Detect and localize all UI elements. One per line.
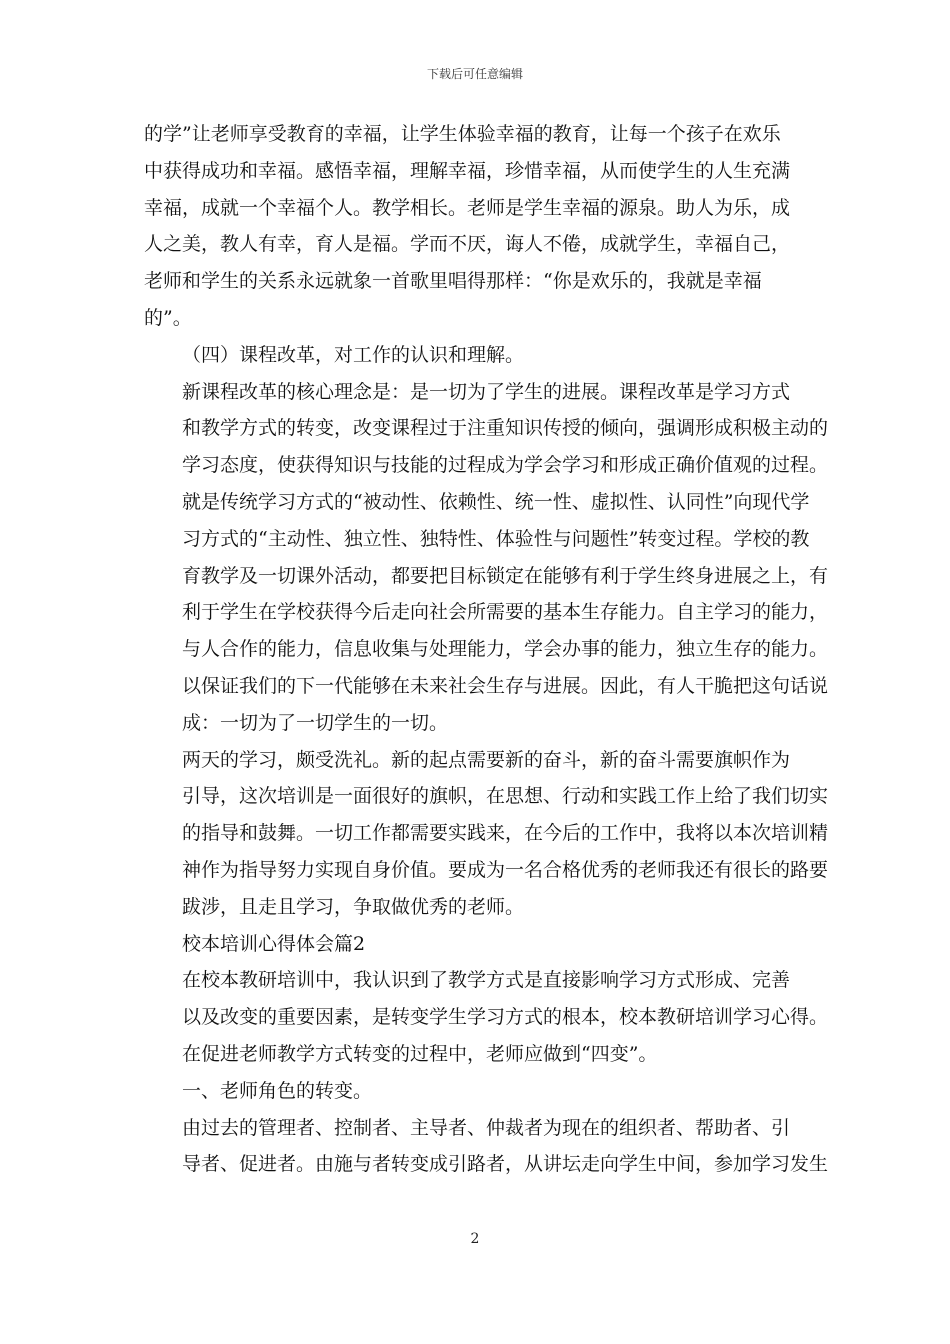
paragraph [144,337,809,374]
text-line: 老师和学生的关系永远就象一首歌里唱得那样：“你是欢乐的，我就是幸福 [144,270,762,293]
text-line: 的学”让老师享受教育的幸福，让学生体验幸福的教育，让每一个孩子在欢乐 [144,123,781,145]
page-header: 下载后可任意编辑 [426,67,523,81]
paragraph [144,926,809,963]
text-line: 成：一切为了一切学生的一切。 [182,711,449,734]
text-line: 习方式的“主动性、独立性、独特性、体验性与问题性”转变过程。学校的教 [182,527,810,550]
text-line: 以及改变的重要因素，是转变学生学习方式的根本，校本教研培训学习心得。 [182,1006,829,1029]
text-line: 在校本教研培训中，我认识到了教学方式是直接影响学习方式形成、完善 [182,969,791,992]
text-line: 以保证我们的下一代能够在未来社会生存与进展。因此，有人干脆把这句话说 [182,674,829,697]
text-line: 引导，这次培训是一面很好的旗帜，在思想、行动和实践工作上给了我们切实 [182,785,829,808]
text-line: （四）课程改革，对工作的认识和理解。 [182,343,525,366]
text-line: 人之美，教人有幸，育人是福。学而不厌，诲人不倦，成就学生，幸福自己， [144,233,791,256]
text-line: 和教学方式的转变，改变课程过于注重知识传授的倾向，强调形成积极主动的 [182,417,829,440]
text-line: 与人合作的能力，信息收集与处理能力，学会办事的能力，独立生存的能力。 [182,638,829,661]
paragraph [144,1073,809,1110]
text-line: 校本培训心得体会篇2 [182,932,366,955]
text-line: 由过去的管理者、控制者、主导者、仲裁者为现在的组织者、帮助者、引 [182,1116,791,1139]
paragraph [144,962,829,1072]
text-line: 学习态度，使获得知识与技能的过程成为学会学习和形成正确价值观的过程。 [182,454,829,477]
text-line: 一、老师角色的转变。 [182,1079,373,1102]
text-line: 的”。 [144,306,192,329]
text-line: 跋涉，且走且学习，争取做优秀的老师。 [182,895,525,918]
paragraph [144,1110,829,1184]
paragraph [144,374,829,742]
paragraph [144,116,809,337]
text-line: 幸福，成就一个幸福个人。教学相长。老师是学生幸福的源泉。助人为乐，成 [144,196,791,219]
text-line: 中获得成功和幸福。感悟幸福，理解幸福，珍惜幸福，从而使学生的人生充满 [144,159,791,182]
text-line: 就是传统学习方式的“被动性、依赖性、统一性、虚拟性、认同性”向现代学 [182,490,810,513]
text-line: 导者、促进者。由施与者转变成引路者，从讲坛走向学生中间，参加学习发生 [182,1153,829,1176]
text-line: 的指导和鼓舞。一切工作都需要实践来，在今后的工作中，我将以本次培训精 [182,822,829,845]
paragraph [144,742,829,926]
document-body [144,116,829,1183]
text-line: 神作为指导努力实现自身价值。要成为一名合格优秀的老师我还有很长的路要 [182,858,829,881]
page-number: 2 [470,1231,480,1247]
text-line: 两天的学习，颇受洗礼。新的起点需要新的奋斗，新的奋斗需要旗帜作为 [182,748,791,771]
text-line: 在促进老师教学方式转变的过程中，老师应做到“四变”。 [182,1042,658,1065]
text-line: 育教学及一切课外活动，都要把目标锁定在能够有利于学生终身进展之上，有 [182,564,829,587]
text-line: 利于学生在学校获得今后走向社会所需要的基本生存能力。自主学习的能力， [182,601,829,624]
text-line: 新课程改革的核心理念是：是一切为了学生的进展。课程改革是学习方式 [182,380,791,403]
